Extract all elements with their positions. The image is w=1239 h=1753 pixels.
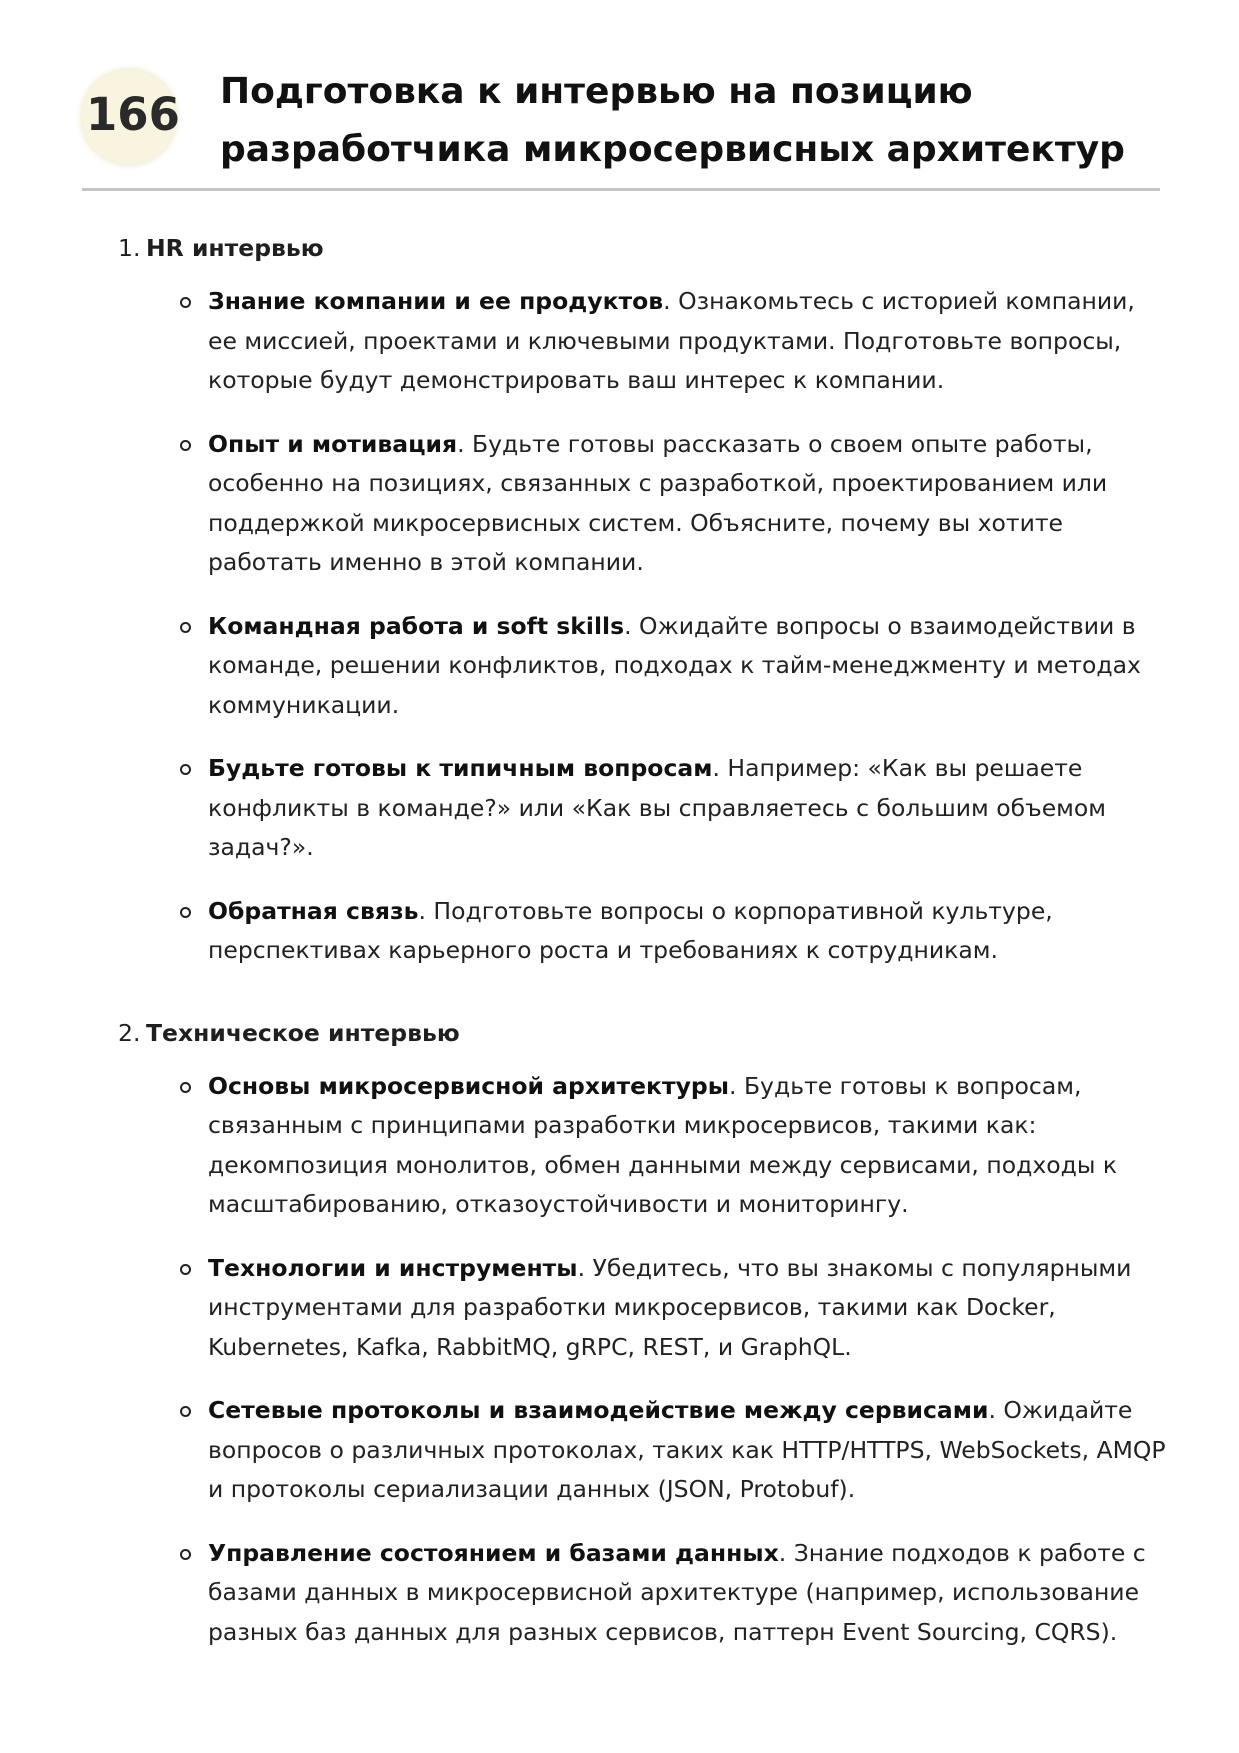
item-text: . Ожидайте вопросов о различных протоколах, таких как HTTP/HTTPS, WebSockets, AMQP и протоколы сериализации данных (JSON, Protobuf). (208, 1396, 1166, 1503)
bullet-list (82, 1067, 1167, 1653)
item-text: . Будьте готовы к вопросам, связанным с принципами разработки микросервисов, такими как: декомпозиция монолитов, обмен данными между сервисами, подходы к масштабированию, отказоустойчивости и мониторингу. (208, 1071, 1118, 1218)
section-hr-interview (82, 226, 1167, 971)
hollow-bullet-icon (180, 1406, 191, 1417)
item-term: Опыт и мотивация (208, 429, 458, 458)
list-item (82, 607, 1167, 726)
item-term: Сетевые протоколы и взаимодействие между сервисами (208, 1396, 989, 1424)
section-number: 1. (118, 234, 141, 262)
list-item (82, 1391, 1167, 1510)
hollow-bullet-icon (180, 622, 191, 633)
item-term: Обратная связь (208, 896, 419, 925)
list-item (82, 282, 1167, 401)
section-technical-interview (82, 1011, 1167, 1653)
item-text: . Убедитесь, что вы знакомы с популярными инструментами для разработки микросервисов, такими как Docker, Kubernetes, Kafka, RabbitMQ, gRPC, REST, и GraphQL. (208, 1253, 1132, 1361)
list-item (82, 749, 1167, 868)
hollow-bullet-icon (180, 440, 191, 451)
page-number: 166 (86, 88, 180, 141)
item-term: Будьте готовы к типичным вопросам (208, 754, 713, 782)
item-term: Основы микросервисной архитектуры (208, 1071, 729, 1100)
document-content (82, 226, 1167, 1676)
hollow-bullet-icon (180, 764, 191, 775)
section-heading (82, 1011, 1167, 1055)
bullet-list (82, 282, 1167, 971)
item-text: . Подготовьте вопросы о корпоративной культуре, перспективах карьерного роста и требованиях к сотрудникам. (208, 896, 1053, 964)
item-term: Командная работа и soft skills (208, 611, 625, 640)
hollow-bullet-icon (180, 1082, 191, 1093)
section-spacer (82, 995, 1167, 1011)
section-title: HR интервью (146, 234, 324, 262)
section-number: 2. (118, 1018, 141, 1047)
item-term: Знание компании и ее продуктов (208, 287, 664, 315)
section-title: Техническое интервью (146, 1018, 460, 1047)
section-heading (82, 226, 1167, 270)
hollow-bullet-icon (180, 1264, 191, 1275)
item-term: Технологии и инструменты (208, 1253, 578, 1282)
hollow-bullet-icon (180, 297, 191, 308)
item-text: . Знание подходов к работе с базами данных в микросервисной архитектуре (например, использование разных баз данных для разных сервисов, паттерн Event Sourcing, CQRS). (208, 1538, 1146, 1646)
page-title: Подготовка к интервью на позицию разработчика микросервисных архитектур (220, 71, 1125, 170)
hollow-bullet-icon (180, 1549, 191, 1560)
item-text: . Например: «Как вы решаете конфликты в команде?» или «Как вы справляетесь с большим объемом задач?». (208, 754, 1107, 861)
hollow-bullet-icon (180, 907, 191, 918)
list-item (82, 1067, 1167, 1225)
page-header (82, 54, 1160, 191)
item-term: Управление состоянием и базами данных (208, 1538, 779, 1567)
item-text: . Будьте готовы рассказать о своем опыте работы, особенно на позициях, связанных с разработкой, проектированием или поддержкой микросервисных систем. Объясните, почему вы хотите работать именно в этой компании. (208, 429, 1108, 576)
item-text: . Ознакомьтесь с историей компании, ее миссией, проектами и ключевыми продуктами. Подготовьте вопросы, которые будут демонстрировать ваш интерес к компании. (208, 287, 1135, 394)
item-text: . Ожидайте вопросы о взаимодействии в команде, решении конфликтов, подходах к тайм-менеджменту и методах коммуникации. (208, 611, 1141, 719)
list-item (82, 1534, 1167, 1653)
list-item (82, 892, 1167, 971)
list-item (82, 1249, 1167, 1368)
list-item (82, 425, 1167, 583)
